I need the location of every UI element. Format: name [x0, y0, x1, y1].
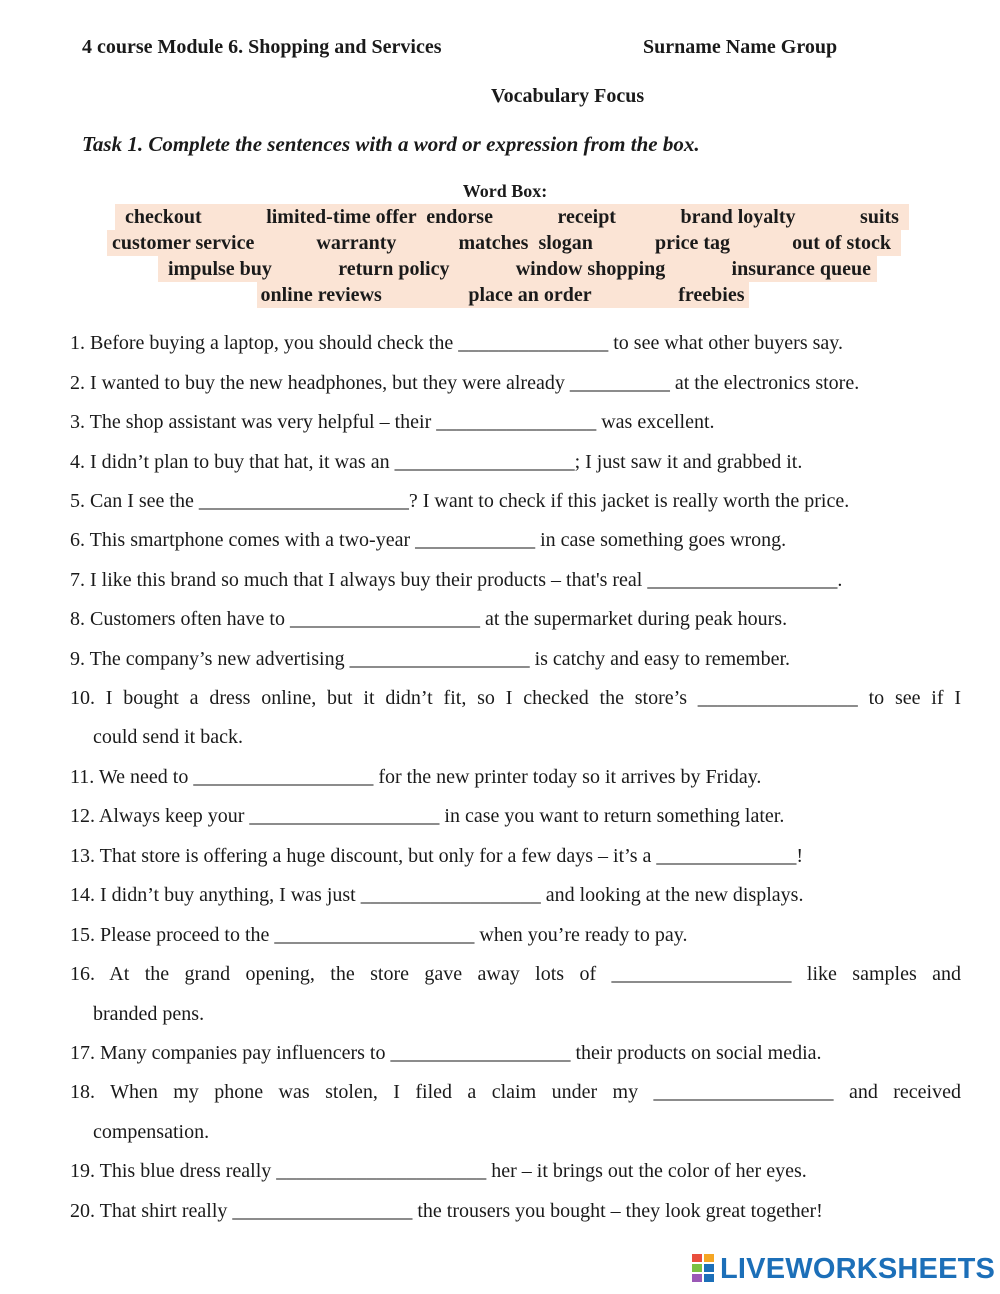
- sentence-1: 1. Before buying a laptop, you should check the _______________ to see what other buyers say.: [70, 332, 843, 354]
- word-box-item: matches slogan: [458, 231, 593, 254]
- word-box-item: window shopping: [515, 257, 666, 280]
- word-box-band: [158, 256, 877, 282]
- task-instruction: Task 1. Complete the sentences with a word or expression from the box.: [82, 132, 700, 156]
- sentence-16: 16. At the grand opening, the store gave away lots of __________________ like samples and: [70, 963, 961, 985]
- liveworksheets-logo[interactable]: [692, 1252, 995, 1286]
- word-box-item: impulse buy: [168, 257, 272, 280]
- logo-tile: [704, 1254, 714, 1262]
- sentence-19: 19. This blue dress really _____________________ her – it brings out the color of her eyes.: [70, 1160, 807, 1182]
- word-box-item: freebies: [678, 283, 745, 306]
- logo-tile: [692, 1264, 702, 1272]
- liveworksheets-logo-icon: [692, 1254, 716, 1284]
- sentence-2: 2. I wanted to buy the new headphones, but they were already __________ at the electronics store.: [70, 372, 860, 394]
- word-box-item: receipt: [557, 205, 616, 228]
- word-box-item: checkout: [125, 205, 202, 228]
- word-box-item: return policy: [338, 257, 450, 280]
- student-info-label: Surname Name Group: [643, 36, 838, 58]
- word-box-item: insurance queue: [731, 257, 871, 280]
- sentence-20: 20. That shirt really __________________ the trousers you bought – they look great together!: [70, 1200, 823, 1222]
- word-box-item: out of stock: [792, 231, 891, 254]
- word-box-item: customer service: [112, 231, 255, 254]
- logo-tile: [692, 1254, 702, 1262]
- sentence-5: 5. Can I see the _____________________? I want to check if this jacket is really worth the price.: [70, 490, 850, 512]
- sentence-11: 11. We need to __________________ for the new printer today so it arrives by Friday.: [70, 766, 762, 788]
- sentence-18: 18. When my phone was stolen, I filed a claim under my __________________ and received: [70, 1081, 961, 1103]
- logo-tile: [704, 1264, 714, 1272]
- sentence-10-continued: could send it back.: [93, 726, 243, 748]
- sentence-9: 9. The company’s new advertising __________________ is catchy and easy to remember.: [70, 648, 791, 670]
- sentence-7: 7. I like this brand so much that I always buy their products – that's real ___________________.: [70, 569, 843, 591]
- word-box-row: [0, 256, 1000, 282]
- sentence-18-continued: compensation.: [93, 1121, 210, 1143]
- word-box-item: warranty: [316, 231, 397, 254]
- word-box-row: [0, 230, 1000, 256]
- sentence-8: 8. Customers often have to ___________________ at the supermarket during peak hours.: [70, 608, 788, 630]
- word-box-title: Word Box:: [462, 181, 548, 201]
- word-box-row: [0, 204, 1000, 230]
- word-box-band: [257, 282, 749, 308]
- course-title: 4 course Module 6. Shopping and Services: [82, 36, 442, 58]
- logo-tile: [692, 1274, 702, 1282]
- section-title: Vocabulary Focus: [491, 85, 645, 107]
- word-box-row: [0, 282, 1000, 308]
- word-box-item: suits: [860, 205, 899, 228]
- word-box-item: place an order: [468, 283, 592, 306]
- word-box-item: limited-time offer endorse: [266, 205, 493, 228]
- sentence-3: 3. The shop assistant was very helpful – their ________________ was excellent.: [70, 411, 715, 433]
- sentence-15: 15. Please proceed to the ____________________ when you’re ready to pay.: [70, 924, 688, 946]
- sentence-12: 12. Always keep your ___________________ in case you want to return something later.: [70, 805, 785, 827]
- word-box-item: online reviews: [260, 283, 382, 306]
- word-box-item: price tag: [655, 231, 730, 254]
- sentence-13: 13. That store is offering a huge discount, but only for a few days – it’s a ______________!: [70, 845, 804, 867]
- sentence-6: 6. This smartphone comes with a two-year ____________ in case something goes wrong.: [70, 529, 787, 551]
- sentence-4: 4. I didn’t plan to buy that hat, it was an __________________; I just saw it and grabbed it.: [70, 451, 803, 473]
- sentence-16-continued: branded pens.: [93, 1003, 205, 1025]
- word-box-band: [115, 204, 909, 230]
- sentence-14: 14. I didn’t buy anything, I was just __________________ and looking at the new displays.: [70, 884, 804, 906]
- word-box-item: brand loyalty: [680, 205, 796, 228]
- logo-text: LIVEWORKSHEETS: [720, 1252, 996, 1285]
- word-box-band: [107, 230, 901, 256]
- sentence-10: 10. I bought a dress online, but it didn’t fit, so I checked the store’s ________________ to see if I: [70, 687, 961, 709]
- logo-tile: [704, 1274, 714, 1282]
- sentence-17: 17. Many companies pay influencers to __________________ their products on social media.: [70, 1042, 822, 1064]
